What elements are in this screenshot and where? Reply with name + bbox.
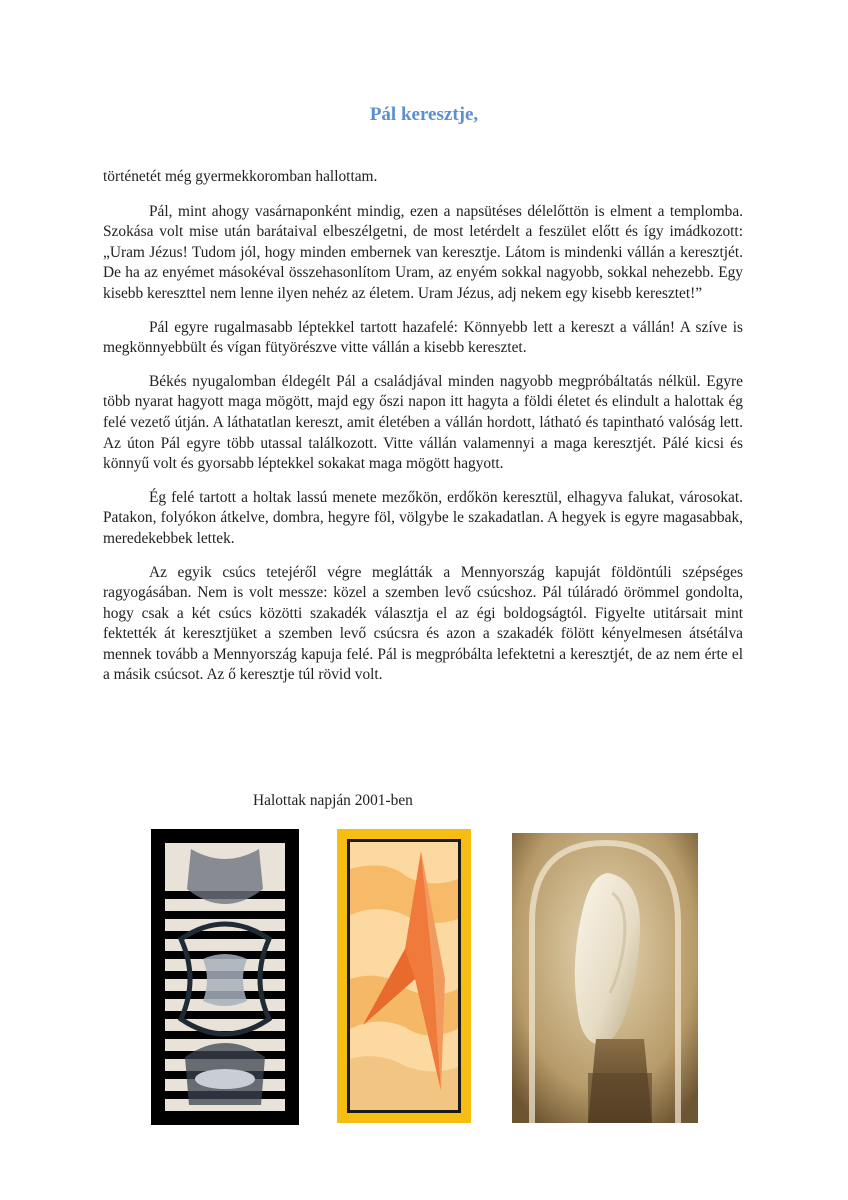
paragraph-journey: Békés nyugalomban éldegélt Pál a családjával minden nagyobb megpróbáltatás nélkül. Egyre több nyarat hagyott maga mögött, majd egy őszi napon itt hagyta a földi életet és elindult a halottak ég felé vezető útján. A láthatatlan kereszt, amit életében a vállán hordott, látható és tapintható valóság lett. Az úton Pál egyre több utassal találkozott. Vitte vállán valamennyi a maga keresztjét. Pálé kicsi és könnyű volt és gyorsabb léptekkel sokakat maga mögött hagyott.	[103, 372, 743, 473]
paragraph-prayer: Pál, mint ahogy vasárnaponként mindig, ezen a napsütéses délelőttön is elment a templomba. Szokása volt mise után barátaival elbeszélgetni, de most letérdelt a feszület előtt és így imádkozott: „Uram Jézus! Tudom jól, hogy minden embernek van keresztje. Látom is mindenki vállán a keresztjét. De ha az enyémet másokéval összehasonlítom Uram, az enyém sokkal nagyobb, sokkal nehezebb. Egy kisebb kereszttel nem lenne ilyen nehéz az életem. Uram Jézus, adj nekem egy kisebb keresztet!”	[103, 202, 743, 302]
paragraph-homeward: Pál egyre rugalmasabb léptekkel tartott hazafelé: Könnyebb lett a kereszt a vállán! A szíve is megkönnyebbült és vígan fütyörészve vitte vállán a kisebb keresztet.	[103, 318, 743, 357]
page-title: Pál keresztje,	[369, 104, 479, 125]
paragraph-procession: Ég felé tartott a holtak lassú menete mezőkön, erdőkön keresztül, elhagyva falukat, városokat. Patakon, folyókon átkelve, dombra, hegyre föl, völgybe le szakadatlan. A hegyek is egyre magasabbak, meredekebbek lettek.	[103, 488, 743, 547]
abstract-striped-artwork-icon	[151, 829, 299, 1125]
paragraph-heaven-gate: Az egyik csúcs tetejéről végre meglátták a Mennyország kapuját földöntúli szépséges ragyogásában. Nem is volt messze: közel a szemben levő csúcshoz. Pál túláradó örömmel gondolta, hogy csak a két csúcs közötti szakadék választja el az égi boldogságtól. Figyelte utitársait mint fektették át keresztjüket a szemben levő csúcsra és azon a szakadék fölött kényelmesen átsétálva mennek tovább a Mennyország kapuja felé. Pál is megpróbálta lefektetni a keresztjét, de az nem érte el a másik csúcsot. Az ő keresztje túl rövid volt.	[103, 563, 743, 684]
story-body	[103, 167, 743, 699]
orange-framed-painting-icon	[337, 829, 471, 1123]
white-stone-sculpture-icon	[512, 833, 698, 1123]
signature-date: Halottak napján 2001-ben	[253, 792, 413, 809]
paragraph-intro: történetét még gyermekkoromban hallottam.	[103, 168, 378, 185]
